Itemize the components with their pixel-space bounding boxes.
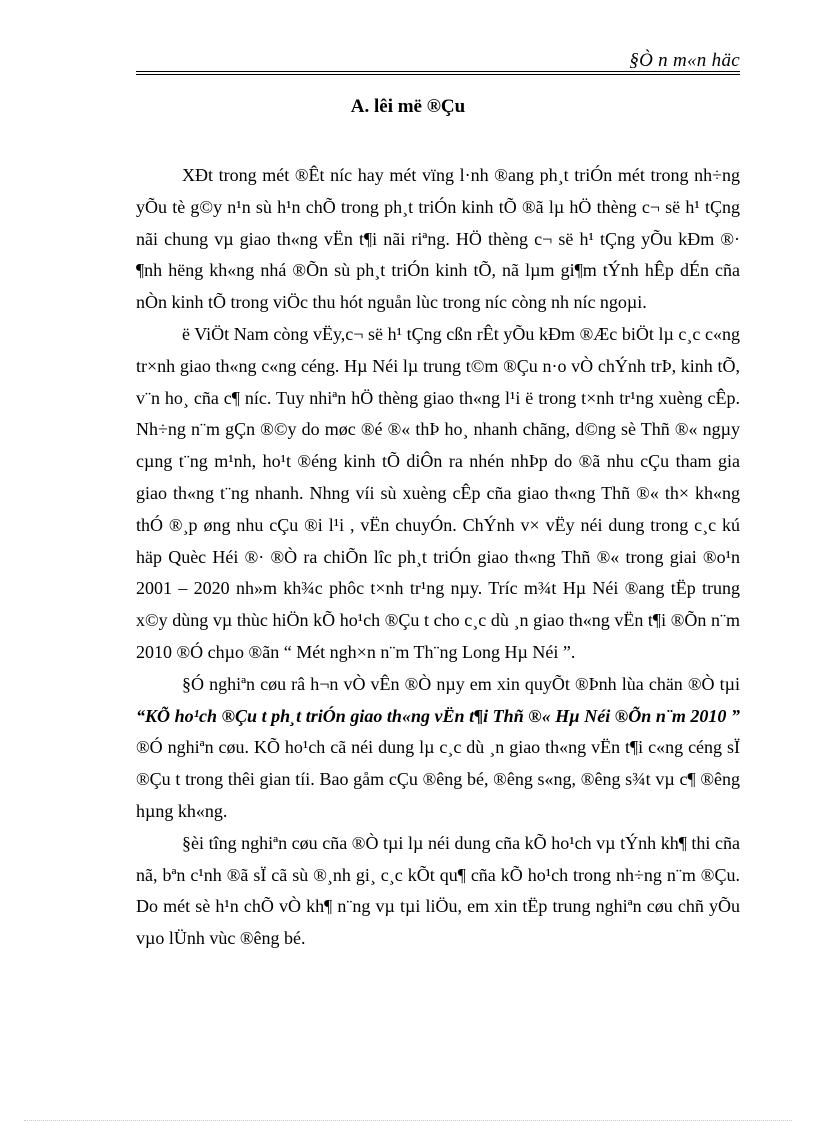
paragraph-4: §èi tîng nghiªn cøu cña ®Ò tµi lµ néi dung cña kÕ ho¹ch vµ tÝnh kh¶ thi cña nã, bªn c¹nh ®ã sÏ cã sù ®¸nh gi¸ c¸c kÕt qu¶ cña kÕ ho¹ch trong nh÷ng n¨m ®Çu. Do mét sè h¹n chÕ vÒ kh¶ n¨ng vµ tµi liÖu, em xin tËp trung nghiªn cøu chñ yÕu vµo lÜnh vùc ®êng bé. xyxy=(136,832,740,949)
thesis-topic-title: “KÕ ho¹ch ®Çu t ph¸t triÓn giao th«ng vËn t¶i Thñ ®« Hµ Néi ®Õn n¨m 2010 ” xyxy=(136,705,740,726)
paragraph-3-rest: ®Ó nghiªn cøu. KÕ ho¹ch cã néi dung lµ c¸c dù ¸n giao th«ng vËn t¶i c«ng céng sÏ ®Çu t trong thêi gian tíi. Bao gåm cÇu ®êng bé, ®êng s«ng, ®êng s¾t vµ c¶ ®êng hµng kh«ng. xyxy=(136,737,740,821)
paragraph-1: XÐt trong mét ®Êt níc hay mét vïng l·nh ®ang ph¸t triÓn mét trong nh÷ng yÕu tè g©y n¹n sù h¹n chÕ trong ph¸t triÓn kinh tÕ ®ã lµ hÖ thèng c¬ së h¹ tÇng nãi chung vµ giao th«ng vËn t¶i nãi riªng. HÖ thèng c¬ së h¹ tÇng yÕu kÐm ®· ¶nh hëng kh«ng nhá ®Õn sù ph¸t triÓn kinh tÕ, nã lµm gi¶m tÝnh hÊp dÉn cña nÒn kinh tÕ trong viÖc thu hót nguån lùc trong níc còng nh níc ngoµi. xyxy=(136,165,740,313)
paragraph-3 xyxy=(136,669,740,828)
section-title: A. lêi më ®Çu xyxy=(350,96,466,117)
paragraph-3-lead: §Ó nghiªn cøu râ h¬n vÒ vÊn ®Ò nµy em xin quyÕt ®Þnh lùa chän ®Ò tµi xyxy=(182,673,740,694)
paragraph-2: ë ViÖt Nam còng vËy,c¬ së h¹ tÇng cßn rÊt yÕu kÐm ®Æc biÖt lµ c¸c c«ng tr×nh giao th«ng c«ng céng. Hµ Néi lµ trung t©m ®Çu n·o vÒ chÝnh trÞ, kinh tÕ, v¨n ho¸ cña c¶ níc. Tuy nhiªn hÖ thèng giao th«ng l¹i ë trong t×nh tr¹ng xuèng cÊp. Nh÷ng n¨m gÇn ®©y do møc ®é ®« thÞ ho¸ nhanh chãng, d©ng sè Thñ ®« ngµy cµng t¨ng m¹nh, ho¹t ®éng kinh tÕ diÔn ra nhén nhÞp do ®ã nhu cÇu tham gia giao th«ng t¨ng nhanh. Nhng víi sù xuèng cÊp cña giao th«ng Thñ ®« th× kh«ng thÓ ®¸p øng nhu cÇu ®i l¹i , vËn chuyÓn. ChÝnh v× vËy néi dung trong c¸c kú häp Quèc Héi ®· ®Ò ra chiÕn lîc ph¸t triÓn giao th«ng Thñ ®« trong giai ®o¹n 2001 – 2020 nh»m kh¾c phôc t×nh tr¹ng nµy. Tríc m¾t Hµ Néi ®ang tËp trung x©y dùng vµ thùc hiÖn kÕ ho¹ch ®Çu t cho c¸c dù ¸n giao th«ng vËn t¶i ®Õn n¨m 2010 ®Ó chµo ®ãn “ Mét ngh×n n¨m Th¨ng Long Hµ Néi ”. xyxy=(136,323,740,662)
page-bottom-rule xyxy=(24,1120,792,1121)
running-header: §Ò n m«n häc xyxy=(629,50,740,71)
document-body xyxy=(136,160,740,955)
header-rule-thin xyxy=(136,71,740,72)
header-rule-thick xyxy=(136,74,740,75)
